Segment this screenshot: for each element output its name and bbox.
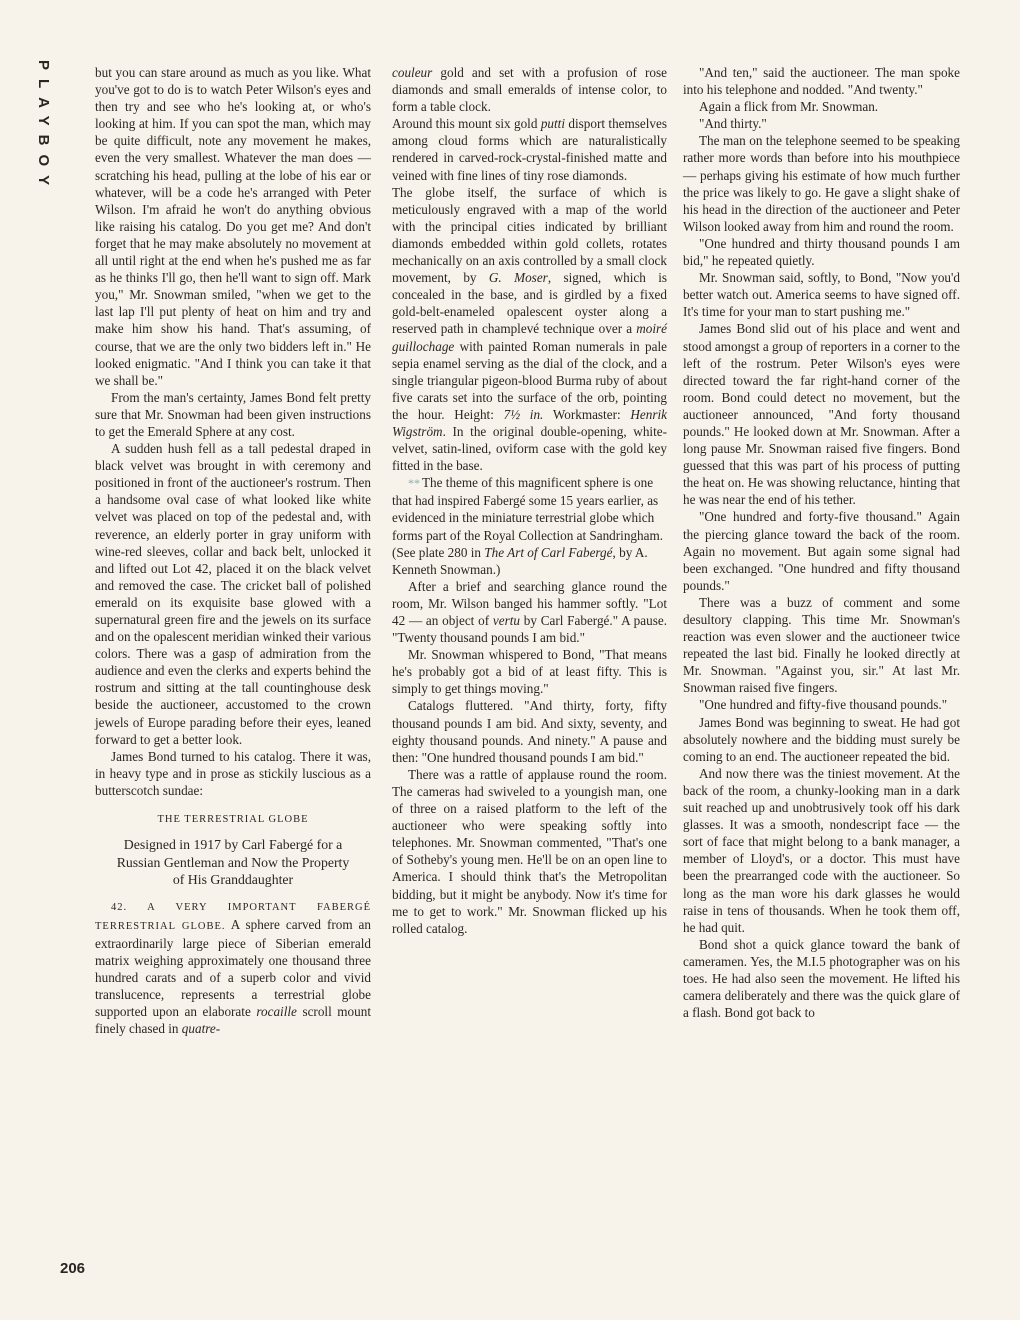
paragraph: "One hundred and thirty thousand pounds I am bid," he repeated quietly.	[683, 235, 960, 269]
text-column-1	[95, 64, 371, 1037]
text-run: The globe itself, the surface of which is meticulously engraved with a map of the world with the principal cities indicated by brilliant diamonds embedded within gold collets, rotates mechanically on an axis controlled by a small clock movement, by	[392, 184, 667, 286]
text-run: The theme of this magnificent sphere is one that had inspired Fabergé some 15 years earlier, as evidenced in the miniature terrestrial globe which forms part of the Royal Collection at Sandringham. (See plate 280 in	[392, 475, 664, 560]
italic-word: vertu	[492, 613, 520, 628]
catalog-subheading: Designed in 1917 by Carl Fabergé for a Russian Gentleman and Now the Property of His Granddaughter	[116, 837, 350, 888]
text-run: , signed, which is concealed in the base, and is girdled by a fixed gold-belt-enameled opalescent oyster along a reserved path in champlevé technique over a	[392, 270, 667, 337]
paragraph: but you can stare around as much as you like. What you've got to do is to watch Peter Wilson's eyes and then try and see who he's looking at, or who's looking at him. If you can spot the man, which may be quite difficult, note any movement he makes, even the very smallest. Whatever the man does — scratching his head, pulling at the lobe of his ear or whatever, will be a code he's arranged with Peter Wilson. I'm afraid he won't do anything obvious like raising his catalog. Do you get me? And don't forget that he may make absolutely no movement at all until right at the end when he's pushed me as far as he thinks I'll go, then he'll want to sign off. Mark you," Mr. Snowman smiled, "when we get to the last lap I'll put plenty of heat on him and try and make him show his hand. That's assuming, of course, that we are the only two bidders left in." He looked enigmatic. "And I think you can take it that we shall be."	[95, 65, 371, 388]
paragraph: James Bond slid out of his place and went and stood amongst a group of reporters in a corner to the left of the rostrum. Peter Wilson's eyes were directed toward the far right-hand corner of the room. Bond could detect no movement, but the auctioneer announced, "And forty thousand pounds." He looked down at Mr. Snowman. After a long pause Mr. Snowman raised five fingers. Bond guessed that this was part of his process of putting the heat on. He was showing reluctance, hinting that he was near the end of his tether.	[683, 321, 960, 508]
paragraph	[392, 184, 667, 475]
paragraph: Bond shot a quick glance toward the bank of cameramen. Yes, the M.I.5 photographer was on his toes. He had also seen the movement. He lifted his camera deliberately and there was the quick glare of a flash. Bond got back to	[683, 936, 960, 1021]
text-run: with painted Roman numerals in pale sepia enamel serving as the dial of the clock, and a single triangular pigeon-blood Burma ruby of about five carats set into the surface of the orb, pointing the hour. Height:	[392, 338, 667, 422]
italic-word: Henrik Wigström	[392, 406, 667, 439]
paragraph	[392, 578, 667, 646]
paragraph: "And ten," said the auctioneer. The man spoke into his telephone and nodded. "And twenty."	[683, 65, 960, 98]
text-run: Workmaster:	[543, 406, 631, 422]
italic-title: The Art of Carl Fabergé	[484, 544, 613, 560]
magazine-name: PLAYBOY	[35, 60, 52, 195]
paragraph	[392, 115, 667, 183]
page-number: 206	[60, 1260, 86, 1277]
paragraph: "One hundred and fifty-five thousand pounds."	[699, 697, 948, 713]
text-column-3	[683, 64, 960, 1021]
paragraph: James Bond turned to his catalog. There it was, in heavy type and in prose as stickily luscious as a butterscotch sundae:	[95, 748, 371, 798]
paragraph: Catalogs fluttered. "And thirty, forty, fifty thousand pounds I am bid. And sixty, seventy, and eighty thousand pounds. And ninety." A pause and then: "One hundred thousand pounds I am bid."	[392, 698, 667, 765]
text-column-2	[392, 64, 667, 937]
paragraph: From the man's certainty, James Bond felt pretty sure that Mr. Snowman had been given instructions to get the Emerald Sphere at any cost.	[95, 389, 371, 439]
text-run: disport themselves among cloud forms which are naturalistically rendered in carved-rock-crystal-finished matte and veined with fine lines of tiny rose diamonds.	[392, 116, 667, 183]
text-run: Around this mount six gold	[392, 116, 541, 132]
italic-word: G. Moser	[488, 270, 548, 286]
lot-italic: quatre-	[181, 1021, 221, 1037]
paragraph: Mr. Snowman said, softly, to Bond, "Now you'd better watch out. America seems to have signed off. It's time for your man to start pushing me."	[683, 270, 960, 320]
paragraph: "One hundred and forty-five thousand." Again the piercing glance toward the back of the room. Again no movement. But again some signal had been exchanged. "One hundred and fifty thousand pounds."	[683, 509, 960, 593]
paragraph: A sudden hush fell as a tall pedestal draped in black velvet was brought in with ceremony and positioned in front of the auctioneer's rostrum. Then a handsome oval case of what looked like white velvet was placed on top of the pedestal and, with reverence, an elderly porter in gray uniform with wine-red sleeves, collar and back belt, unlocked it and lifted out Lot 42, placed it on the black velvet and removed the case. The cricket ball of polished emerald on its exquisite base glowed with a supernatural green fire and the jewels on its surface and on the opalescent meridian winked their various colors. There was a gasp of admiration from the audience and even the clerks and experts behind the rostrum and sitting at the tall countinghouse desk beside the auctioneer, accustomed to the crown jewels of Europe parading before their eyes, leaned forward to get a better look.	[95, 441, 371, 747]
italic-word: 7½ in.	[503, 406, 544, 422]
spine-title	[22, 60, 82, 240]
catalog-heading: THE TERRESTRIAL GLOBE	[157, 814, 309, 826]
text-run: . In the original double-opening, white-velvet, satin-lined, oviform case with the gold key fitted in the base.	[392, 423, 667, 474]
italic-word: couleur	[392, 65, 433, 80]
paragraph: And now there was the tiniest movement. At the back of the room, a chunky-looking man in a dark suit reached up and unobtrusively took off his dark glasses. It was a smooth, nondescript face — the sort of face that might belong to a bank manager, a member of Lloyd's, or a doctor. This must have been the prearranged code with the auctioneer. So long as the man wore his dark glasses he would raise in tens of thousands. When he took them off, he had quit.	[683, 765, 960, 935]
lot-label: 42. A VERY IMPORTANT FABERGÉ TERRESTRIAL GLOBE.	[95, 901, 371, 932]
paragraph: "And thirty."	[699, 116, 767, 132]
catalog-entry	[95, 897, 371, 1038]
text-run: After a brief and searching glance round the room, Mr. Wilson banged his hammer softly. "Lot 42 — an object of	[392, 578, 667, 628]
paragraph: Mr. Snowman whispered to Bond, "That means he's probably got a bid of at least fifty. This is simply to get things moving."	[392, 647, 667, 697]
paragraph: James Bond was beginning to sweat. He had got absolutely nowhere and the bidding must surely be coming to an end. The auctioneer repeated the bid.	[683, 714, 960, 764]
footnote	[392, 474, 667, 578]
text-run: by Carl Fabergé." A pause. "Twenty thousand pounds I am bid."	[392, 613, 667, 646]
italic-word: putti	[540, 116, 565, 132]
paragraph	[392, 64, 667, 115]
paragraph: Again a flick from Mr. Snowman.	[699, 99, 879, 115]
paragraph: The man on the telephone seemed to be speaking rather more words than before into his mouthpiece — perhaps giving his estimate of how much further the price was likely to go. He gave a slight shake of his head in the direction of the auctioneer and Peter Wilson looked away from him and round the room.	[683, 133, 960, 234]
lot-text: scroll mount finely chased in	[95, 1004, 371, 1037]
text-run: , by A. Kenneth Snowman.)	[392, 544, 648, 577]
italic-word: moiré guillochage	[392, 321, 667, 354]
lot-italic: rocaille	[256, 1004, 297, 1020]
text-run: gold and set with a profusion of rose diamonds and small emeralds of intense color, to form a table clock.	[392, 65, 667, 115]
asterisk-mark: **	[408, 476, 420, 491]
paragraph: There was a buzz of comment and some desultory clapping. This time Mr. Snowman's reaction was even slower and the auctioneer twice repeated the last bid. Finally he looked directly at Mr. Snowman. "Against you, sir." At last Mr. Snowman raised five fingers.	[683, 594, 960, 696]
paragraph: There was a rattle of applause round the room. The cameras had swiveled to a youngish man, one of three on a raised platform to the left of the auctioneer who were speaking softly into telephones. Mr. Snowman commented, "That's one of Sotheby's young men. He'll be on an open line to America. I should think that's the Metropolitan bidding, but it might be anybody. Now it's time for me to get to work." Mr. Snowman flicked up his rolled catalog.	[392, 766, 667, 936]
lot-text: A sphere carved from an extraordinarily large piece of Siberian emerald matrix weighing approximately one thousand three hundred carats and of a superb color and vivid translucence, represents a terrestrial globe supported upon an elaborate	[95, 916, 371, 1020]
